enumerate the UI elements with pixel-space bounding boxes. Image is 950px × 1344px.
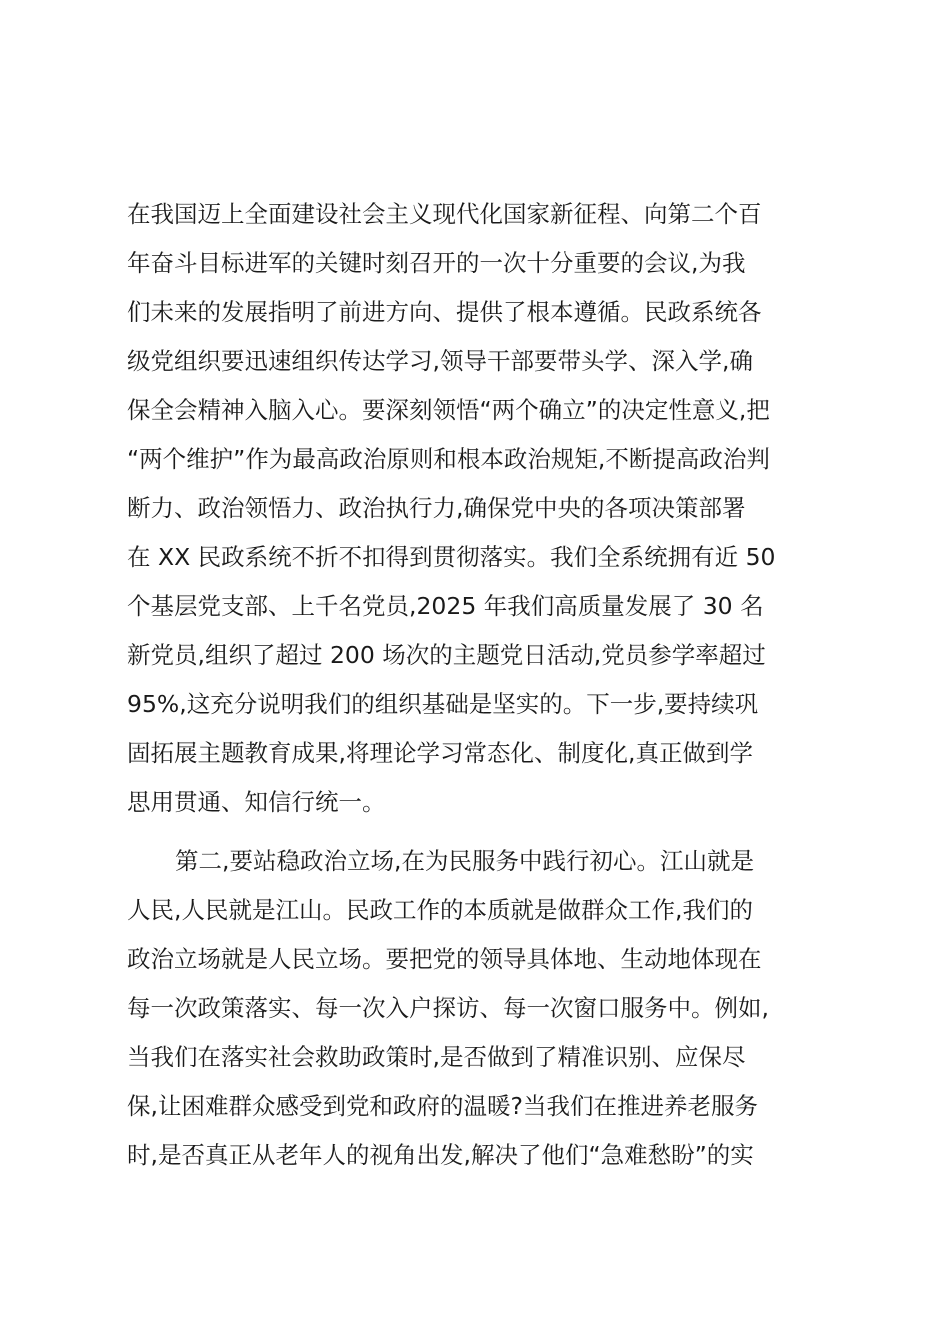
text-line: 级党组织要迅速组织传达学习,领导干部要带头学、深入学,确 — [127, 347, 753, 375]
text-line: 固拓展主题教育成果,将理论学习常态化、制度化,真正做到学 — [127, 739, 753, 767]
paragraph-spacing — [127, 827, 827, 837]
text-line: 每一次政策落实、每一次入户探访、每一次窗口服务中。例如, — [127, 994, 769, 1022]
text-line: 在 XX 民政系统不折不扣得到贯彻落实。我们全系统拥有近 50 — [127, 543, 776, 571]
text-line: 95%,这充分说明我们的组织基础是坚实的。下一步,要持续巩 — [127, 690, 759, 718]
paragraph-1 — [127, 190, 827, 827]
text-line: 保全会精神入脑入心。要深刻领悟“两个确立”的决定性意义,把 — [127, 396, 770, 424]
text-line: 思用贯通、知信行统一。 — [127, 788, 386, 816]
text-line: 时,是否真正从老年人的视角出发,解决了他们“急难愁盼”的实 — [127, 1141, 754, 1169]
text-line: “两个维护”作为最高政治原则和根本政治规矩,不断提高政治判 — [127, 445, 770, 473]
text-line: 在我国迈上全面建设社会主义现代化国家新征程、向第二个百 — [127, 200, 762, 228]
text-line: 保,让困难群众感受到党和政府的温暖?当我们在推进养老服务 — [127, 1092, 758, 1120]
text-line: 政治立场就是人民立场。要把党的领导具体地、生动地体现在 — [127, 945, 762, 973]
text-line: 们未来的发展指明了前进方向、提供了根本遵循。民政系统各 — [127, 298, 762, 326]
text-line: 断力、政治领悟力、政治执行力,确保党中央的各项决策部署 — [127, 494, 746, 522]
text-line: 人民,人民就是江山。民政工作的本质就是做群众工作,我们的 — [127, 896, 753, 924]
text-line-indented: 第二,要站稳政治立场,在为民服务中践行初心。江山就是 — [175, 847, 754, 875]
document-body — [127, 190, 827, 1180]
text-line: 当我们在落实社会救助政策时,是否做到了精准识别、应保尽 — [127, 1043, 746, 1071]
text-line: 个基层党支部、上千名党员,2025 年我们高质量发展了 30 名 — [127, 592, 764, 620]
text-line: 年奋斗目标进军的关键时刻召开的一次十分重要的会议,为我 — [127, 249, 746, 277]
paragraph-2 — [127, 837, 827, 1180]
text-line: 新党员,组织了超过 200 场次的主题党日活动,党员参学率超过 — [127, 641, 766, 669]
